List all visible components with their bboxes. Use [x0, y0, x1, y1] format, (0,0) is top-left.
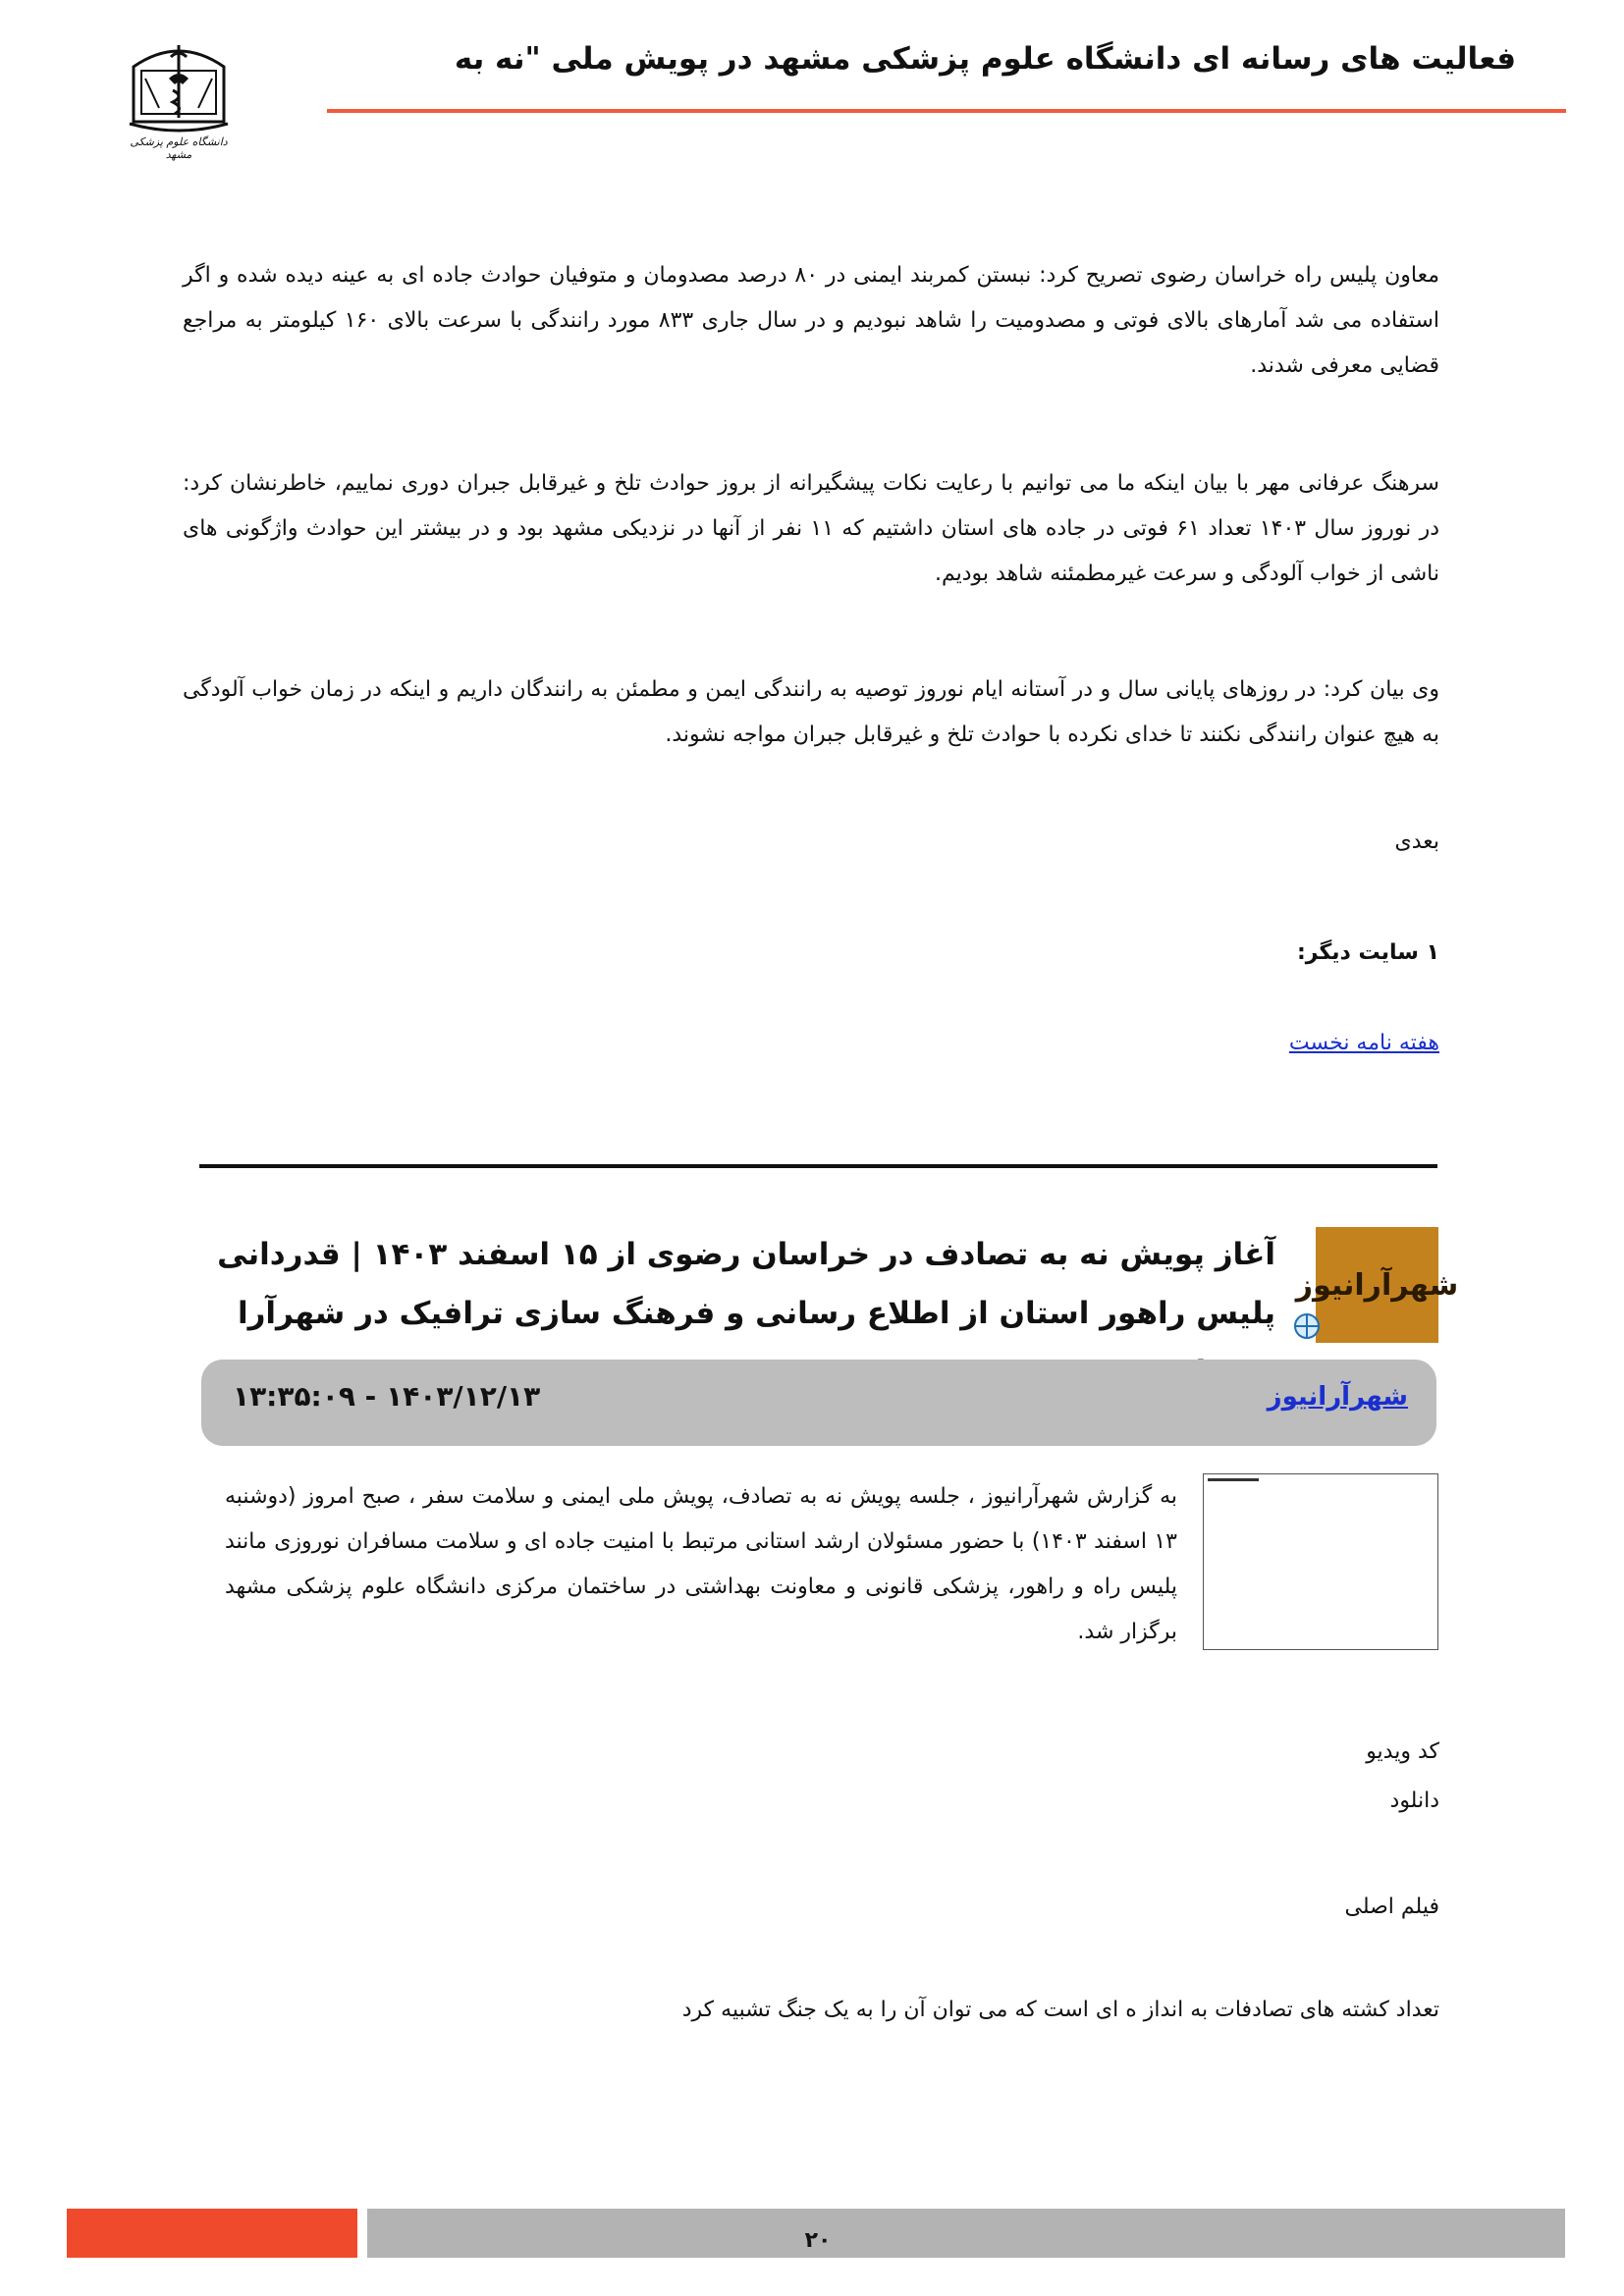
- next-label: بعدی: [1394, 829, 1439, 854]
- download-label[interactable]: دانلود: [1389, 1789, 1439, 1813]
- news-title: آغاز پویش نه به تصادف در خراسان رضوی از ۱۵ اسفند ۱۴۰۳ | قدردانی پلیس راهور استان از اطلاع رسانی و فرهنگ سازی ترافیک در شهرآرا: [217, 1237, 1275, 1331]
- paragraph-3: وی بیان کرد: در روزهای پایانی سال و در آستانه ایام نوروز توصیه به رانندگی ایمن و مطمئن به رانندگان داریم و اینکه در زمان خواب آلودگی به هیچ عنوان رانندگی نکنند تا خدای نکرده با حوادث تلخ و غیرقابل جبران مواجه نشوند.: [183, 677, 1439, 747]
- page-number: ۲۰: [804, 2228, 832, 2253]
- logo-caption: دانشگاه علوم پزشکی مشهد: [130, 135, 228, 161]
- news-thumbnail[interactable]: [1295, 1227, 1459, 1343]
- closing-text: تعداد کشته های تصادفات به انداز ه ای است که می توان آن را به یک جنگ تشبیه کرد: [681, 1998, 1439, 2022]
- header-rule: [327, 109, 1566, 113]
- news-image: [1203, 1473, 1438, 1650]
- footer-accent-bar: [67, 2209, 357, 2258]
- news-source-link[interactable]: شهرآرانیوز: [1267, 1382, 1408, 1412]
- main-film-label[interactable]: فیلم اصلی: [1344, 1895, 1439, 1919]
- news-body: به گزارش شهرآرانیوز ، جلسه پویش نه به تصادف، پویش ملی ایمنی و سلامت سفر ، صبح امروز (دوشنبه ۱۳ اسفند ۱۴۰۳) با حضور مسئولان ارشد استانی مرتبط با امنیت جاده ای و سلامت مسافران نوروزی مانند پلیس راه و راهور، پزشکی قانونی و معاونت بهداشتی در ساختمان مرکزی دانشگاه علوم پزشکی مشهد برگزار شد.: [225, 1484, 1177, 1644]
- paragraph-1: معاون پلیس راه خراسان رضوی تصریح کرد: نبستن کمربند ایمنی در ۸۰ درصد مصدومان و متوفیان حوادث جاده ای به عینه دیده شده و اگر استفاده می شد آمارهای بالای فوتی و مصدومیت را شاهد نبودیم و در سال جاری ۸۳۳ مورد رانندگی با سرعت بالای ۱۶۰ کیلومتر به مراجع قضایی معرفی شدند.: [183, 263, 1439, 378]
- news-datetime: ۱۴۰۳/۱۲/۱۳ - ۱۳:۳۵:۰۹: [233, 1380, 541, 1413]
- news-thumbnail-text: شهرآرانیوز: [1295, 1267, 1459, 1303]
- other-sites-label: ۱ سایت دیگر:: [1296, 940, 1439, 965]
- header-title: فعالیت های رسانه ای دانشگاه علوم پزشکی مشهد در پویش ملی "نه به: [454, 41, 1516, 77]
- video-code-label: کد ویدیو: [1366, 1739, 1439, 1764]
- other-site-link[interactable]: هفته نامه نخست: [1288, 1031, 1439, 1055]
- footer-gray-bar: [367, 2209, 1565, 2258]
- university-logo: [120, 39, 238, 162]
- section-separator: [199, 1164, 1437, 1168]
- globe-icon[interactable]: [1294, 1313, 1320, 1339]
- paragraph-2: سرهنگ عرفانی مهر با بیان اینکه ما می توانیم با رعایت نکات پیشگیرانه از بروز حوادث تلخ و غیرقابل جبران دوری نماییم، خاطرنشان کرد: در نوروز سال ۱۴۰۳ تعداد ۶۱ فوتی در جاده های استان داشتیم که ۱۱ نفر از آنها در نزدیکی مشهد بود و در بیشتر این حوادث واژگونی های ناشی از خواب آلودگی و سرعت غیرمطمئنه شاهد بودیم.: [183, 471, 1440, 586]
